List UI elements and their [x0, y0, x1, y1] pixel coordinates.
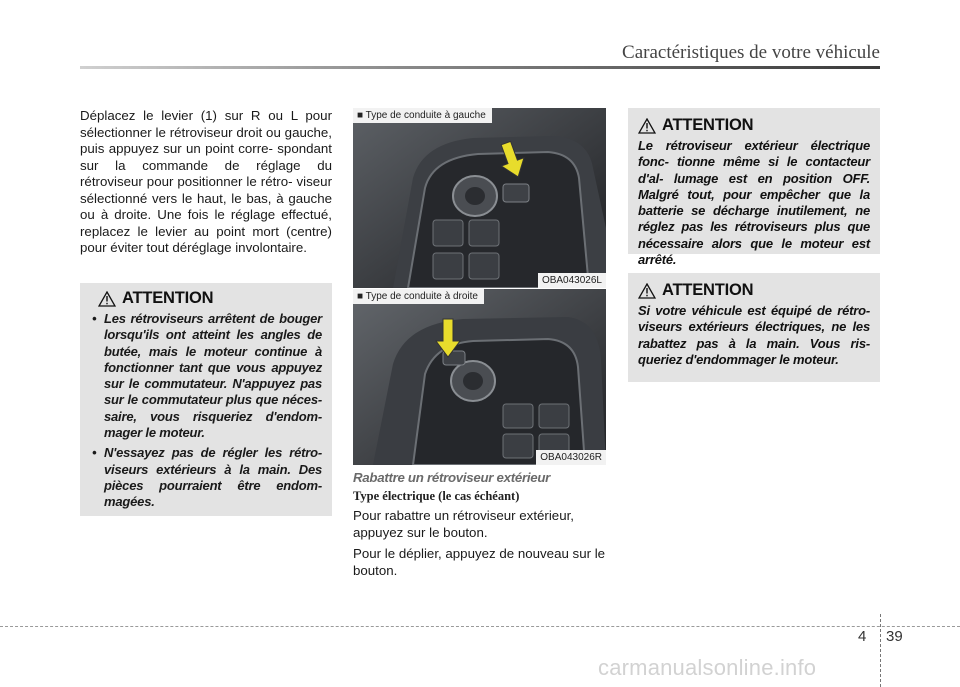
attention-title: ATTENTION	[662, 281, 754, 299]
photo-right-hand-drive	[353, 288, 606, 465]
attention-title: ATTENTION	[122, 289, 214, 307]
section-subheading: Rabattre un rétroviseur extérieur	[353, 470, 551, 485]
unfold-paragraph: Pour le déplier, appuyez de nouveau sur le bouton.	[353, 546, 606, 578]
fold-paragraph: Pour rabattre un rétroviseur extérieur, appuyez sur le bouton.	[353, 508, 574, 540]
chapter-number: 4	[858, 628, 867, 645]
attention-heading	[638, 116, 870, 135]
warning-icon	[638, 118, 656, 134]
attention-box-right-1	[628, 108, 880, 268]
left-column	[80, 108, 332, 257]
footer-dashed-divider	[880, 614, 881, 687]
door-switch-panel-image	[353, 289, 606, 465]
attention-title: ATTENTION	[662, 116, 754, 134]
watermark-text: carmanualsonline.info	[598, 655, 817, 680]
bullet-glyph: •	[92, 311, 97, 326]
attention-heading	[98, 289, 322, 308]
bullet-glyph: •	[92, 445, 97, 461]
attention-bullet-text: N'essayez pas de régler les rétro- viseurs extérieurs à la main. Des pièces pourraient être endom- magées.	[104, 445, 322, 510]
attention-bullet-text: Les rétroviseurs arrêtent de bouger lorsqu'ils ont atteint les angles de butée, mais le moteur continue à fonctionner tant que vous appuyez sur le commutateur. N'appuyez pas sur le commutateur plus que néces- saire, vous risqueriez d'endom- mager le moteur.	[104, 311, 322, 441]
page-number: 39	[886, 628, 903, 645]
attention-bullets	[90, 311, 322, 511]
running-header: Caractéristiques de votre véhicule	[622, 42, 880, 63]
door-switch-panel-image	[353, 108, 606, 288]
photo-code: OBA043026L	[538, 273, 606, 288]
photo-code: OBA043026R	[536, 450, 606, 465]
warning-icon	[98, 291, 116, 307]
attention-box-right-2	[628, 273, 880, 382]
photo-left-hand-drive	[353, 108, 606, 288]
attention-bullet	[90, 445, 322, 510]
header-rule	[80, 66, 880, 69]
mirror-adjust-paragraph: Déplacez le levier (1) sur R ou L pour sélectionner le rétroviseur droit ou gauche, puis appuyez sur un point corre- spondant sur la commande de réglage du rétroviseur pour positionner le rétro- viseur sélectionné vers le haut, le bas, à gauche ou à droite. Une fois le réglage effectué, replacez le levier au point mort (centre) pour éviter tout déréglage involontaire.	[80, 108, 332, 255]
attention-heading	[638, 281, 870, 300]
attention-bullet	[90, 311, 322, 441]
photo-caption-tag: ■ Type de conduite à gauche	[353, 108, 492, 123]
section-serif-heading: Type électrique (le cas échéant)	[353, 489, 520, 503]
attention-text: Si votre véhicule est équipé de rétro- viseurs extérieurs électriques, ne les rabattez pas à la main. Vous ris- queriez d'endommager le moteur.	[638, 303, 870, 367]
middle-text	[353, 470, 606, 579]
footer-dashed-rule	[0, 626, 960, 627]
attention-text: Le rétroviseur extérieur électrique fonc- tionne même si le contacteur d'al- lumage est en position OFF. Malgré tout, pour empêcher que la batterie se décharge inutilement, ne réglez pas les rétroviseurs plus que nécessaire alors que le moteur est arrêté.	[638, 138, 870, 268]
warning-icon	[638, 283, 656, 299]
attention-box-left	[80, 283, 332, 516]
photo-caption-tag: ■ Type de conduite à droite	[353, 289, 484, 304]
